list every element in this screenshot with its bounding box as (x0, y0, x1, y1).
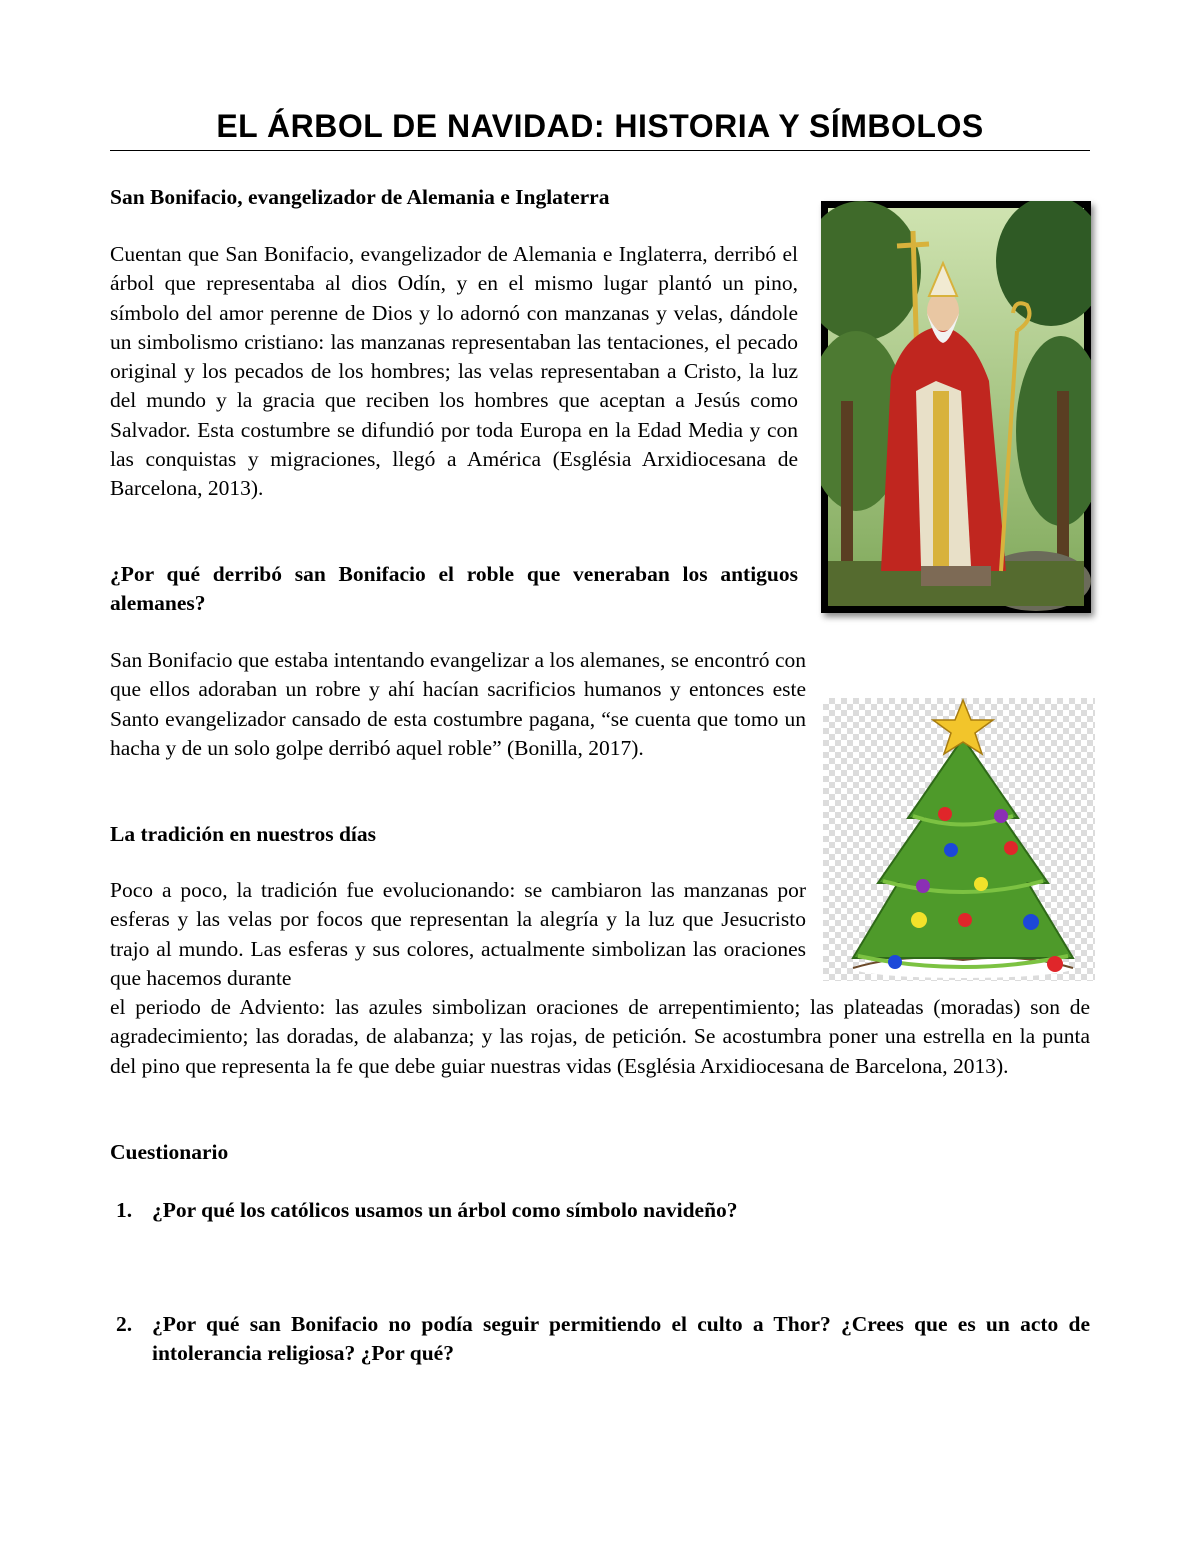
section-heading-tradicion: La tradición en nuestros días (110, 822, 376, 846)
paragraph-tradicion-top: Poco a poco, la tradición fue evolucionando: se cambiaron las manzanas por esferas y las velas por focos que representan la alegría y la luz que Jesucristo trajo al mundo. Las esferas y sus colores, actualmente simbolizan las oraciones que hacemos durante (110, 878, 806, 990)
section-heading-roble: ¿Por qué derribó san Bonifacio el roble que veneraban los antiguos alemanes? (110, 562, 798, 616)
saint-boniface-image (821, 201, 1091, 613)
page-title: EL ÁRBOL DE NAVIDAD: HISTORIA Y SÍMBOLOS (216, 108, 984, 144)
christmas-tree-image (823, 698, 1095, 981)
paragraph-roble: San Bonifacio que estaba intentando evangelizar a los alemanes, se encontró con que ellos adoraban un robre y ahí hacían sacrificios humanos y entonces este Santo evangelizador cansado de esta costumbre pagana, “se cuenta que tomo un hacha y de un solo golpe derribó aquel roble” (Bonilla, 2017). (110, 648, 806, 760)
quiz-heading: Cuestionario (110, 1140, 229, 1164)
question-number: 2. (116, 1312, 133, 1336)
quiz-list-2 (110, 1310, 1090, 1369)
question-number: 1. (116, 1198, 133, 1222)
title-underline (110, 150, 1090, 151)
quiz-question (110, 1310, 1090, 1369)
quiz-question (110, 1196, 1090, 1225)
paragraph-bonifacio: Cuentan que San Bonifacio, evangelizador de Alemania e Inglaterra, derribó el árbol que representaba al dios Odín, y en el mismo lugar plantó un pino, símbolo del amor perenne de Dios y lo adornó con manzanas y velas, dándole un simbolismo cristiano: las manzanas representaban las tentaciones, el pecado original y los pecados de los hombres; las velas representaban a Cristo, la luz del mundo y la gracia que reciben los hombres que aceptan a Jesús como Salvador. Esta costumbre se difundió por toda Europa en la Edad Media y con las conquistas y migraciones, llegó a América (Església Arxidiocesana de Barcelona, 2013). (110, 242, 798, 501)
question-text: ¿Por qué los católicos usamos un árbol como símbolo navideño? (152, 1198, 738, 1222)
saint-boniface-illustration (821, 201, 1091, 613)
section-heading-bonifacio: San Bonifacio, evangelizador de Alemania e Inglaterra (110, 185, 610, 209)
paragraph-tradicion-bottom: el periodo de Adviento: las azules simbolizan oraciones de arrepentimiento; las plateadas (moradas) son de agradecimiento; las doradas, de alabanza; y las rojas, de petición. Se acostumbra poner una estrella en la punta del pino que representa la fe que debe guiar nuestras vidas (Església Arxidiocesana de Barcelona, 2013). (110, 995, 1090, 1078)
christmas-tree-illustration (823, 698, 1095, 981)
document-page (110, 0, 1090, 1553)
quiz-list (110, 1196, 1090, 1225)
question-text: ¿Por qué san Bonifacio no podía seguir permitiendo el culto a Thor? ¿Crees que es un acto de intolerancia religiosa? ¿Por qué? (152, 1312, 1090, 1366)
